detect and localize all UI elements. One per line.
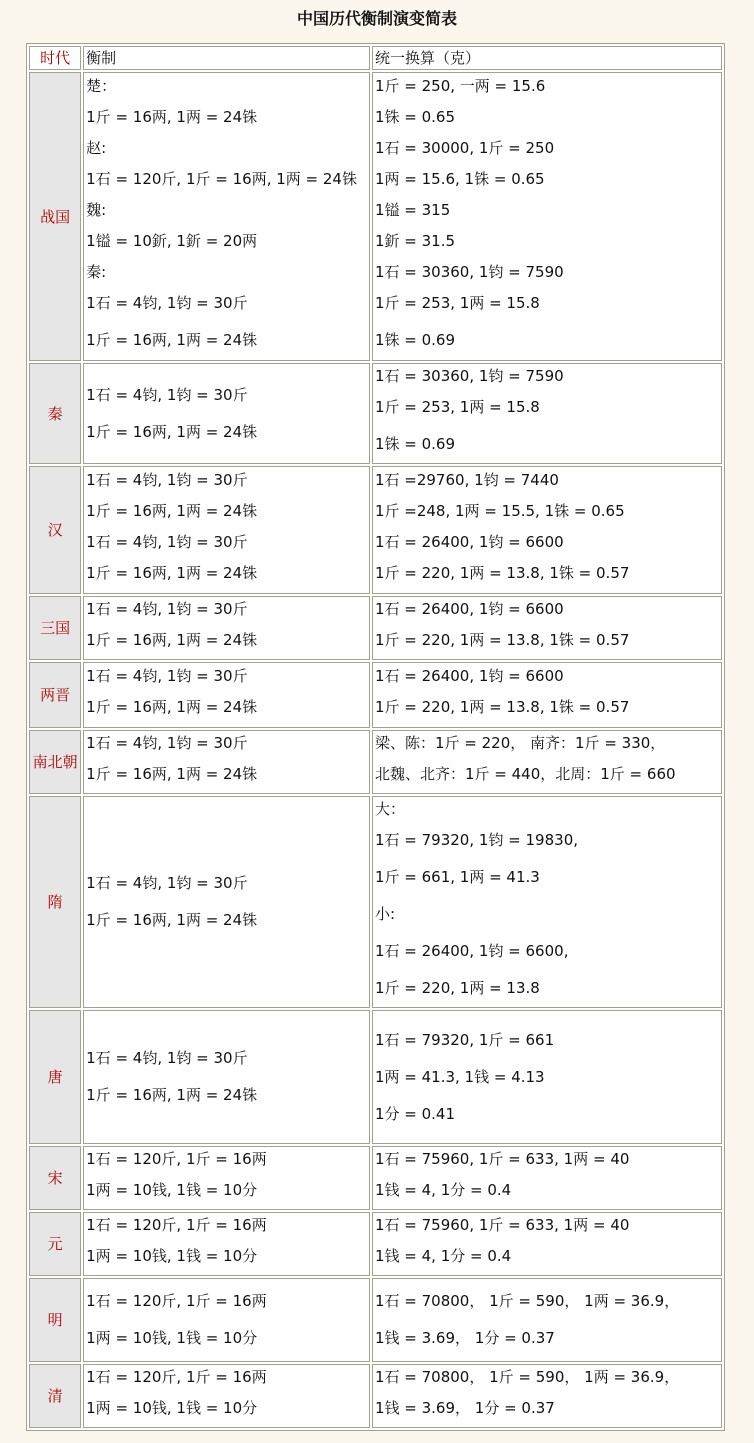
text-line: 1石 = 75960, 1斤 = 633, 1两 = 40 bbox=[374, 1216, 630, 1234]
conversion-cell bbox=[372, 1212, 722, 1276]
text-line: 楚： bbox=[86, 77, 117, 95]
conversion-cell bbox=[372, 596, 722, 660]
era-cell: 战国 bbox=[29, 72, 81, 361]
system-cell bbox=[83, 730, 370, 794]
table-row bbox=[29, 466, 722, 594]
system-cell bbox=[83, 363, 370, 464]
era-cell: 秦 bbox=[29, 363, 81, 464]
text-line: 1石 = 4钧, 1钧 = 30斤 bbox=[86, 600, 248, 618]
text-line: 1石 = 26400, 1钧 = 6600 bbox=[374, 667, 564, 685]
text-line: 1石 = 4钧, 1钧 = 30斤 bbox=[86, 734, 248, 752]
text-line: 梁、陈：1斤 = 220， 南齐：1斤 = 330， bbox=[374, 734, 666, 752]
era-cell: 隋 bbox=[29, 796, 81, 1008]
text-line: 1石 = 120斤, 1斤 = 16两 bbox=[86, 1216, 267, 1234]
era-cell: 宋 bbox=[29, 1146, 81, 1210]
text-line: 1钱 = 4, 1分 = 0.4 bbox=[374, 1181, 512, 1199]
text-line: 1石 = 70800， 1斤 = 590， 1两 = 36.9， bbox=[374, 1368, 680, 1386]
era-cell: 南北朝 bbox=[29, 730, 81, 794]
system-cell bbox=[83, 72, 370, 361]
text-line: 1斤 = 16两, 1两 = 24铢 bbox=[86, 911, 258, 929]
text-line: 1钱 = 4, 1分 = 0.4 bbox=[374, 1247, 512, 1265]
text-line: 1石 = 79320, 1钧 = 19830, bbox=[374, 831, 579, 849]
text-line: 魏: bbox=[86, 201, 107, 219]
system-cell bbox=[83, 1146, 370, 1210]
text-line: 1镒 = 10釿, 1釿 = 20两 bbox=[86, 232, 258, 250]
era-cell: 元 bbox=[29, 1212, 81, 1276]
text-line: 1石 = 4钧, 1钧 = 30斤 bbox=[86, 385, 248, 404]
text-line: 1石 = 30360, 1钧 = 7590 bbox=[374, 263, 564, 281]
text-line: 1斤 = 16两, 1两 = 24铢 bbox=[86, 422, 258, 441]
text-line: 1斤 = 220, 1两 = 13.8 bbox=[374, 979, 540, 997]
weights-table bbox=[26, 43, 725, 1431]
header-conversion: 统一换算（克） bbox=[372, 46, 722, 70]
text-line: 1石 = 26400, 1钧 = 6600 bbox=[374, 600, 564, 618]
text-line: 赵: bbox=[86, 139, 107, 157]
table-row bbox=[29, 72, 722, 361]
system-cell bbox=[83, 596, 370, 660]
text-line: 1石 = 120斤, 1斤 = 16两, 1两 = 24铢 bbox=[86, 170, 357, 188]
text-line: 1两 = 15.6, 1铢 = 0.65 bbox=[374, 170, 545, 188]
table-row bbox=[29, 1364, 722, 1428]
table-row bbox=[29, 1010, 722, 1144]
table-row bbox=[29, 1278, 722, 1362]
text-line: 1斤 = 16两, 1两 = 24铢 bbox=[86, 331, 258, 349]
text-line: 1斤 = 16两, 1两 = 24铢 bbox=[86, 631, 258, 649]
system-cell bbox=[83, 466, 370, 594]
text-line: 1斤 = 661, 1两 = 41.3 bbox=[374, 868, 540, 886]
system-cell bbox=[83, 1278, 370, 1362]
text-line: 1斤 = 253, 1两 = 15.8 bbox=[374, 398, 540, 416]
text-line: 1斤 = 220, 1两 = 13.8, 1铢 = 0.57 bbox=[374, 564, 630, 582]
table-row bbox=[29, 596, 722, 660]
system-cell bbox=[83, 1364, 370, 1428]
text-line: 1石 = 30360, 1钧 = 7590 bbox=[374, 367, 564, 385]
table-row bbox=[29, 796, 722, 1008]
text-line: 北魏、北齐：1斤 = 440，北周：1斤 = 660 bbox=[374, 765, 676, 783]
text-line: 1斤 = 16两, 1两 = 24铢 bbox=[86, 564, 258, 582]
conversion-cell bbox=[372, 466, 722, 594]
text-line: 1铢 = 0.65 bbox=[374, 108, 456, 126]
text-line: 1钱 = 3.69， 1分 = 0.37 bbox=[374, 1329, 555, 1347]
conversion-cell bbox=[372, 796, 722, 1008]
system-cell bbox=[83, 662, 370, 728]
conversion-cell bbox=[372, 730, 722, 794]
era-cell: 明 bbox=[29, 1278, 81, 1362]
text-line: 1石 = 4钧, 1钧 = 30斤 bbox=[86, 533, 248, 551]
page-title: 中国历代衡制演变简表 bbox=[296, 9, 457, 28]
text-line: 1斤 = 16两, 1两 = 24铢 bbox=[86, 698, 258, 716]
conversion-cell bbox=[372, 1010, 722, 1144]
text-line: 1镒 = 315 bbox=[374, 201, 451, 219]
text-line: 1石 = 70800， 1斤 = 590， 1两 = 36.9， bbox=[374, 1292, 680, 1310]
text-line: 1铢 = 0.69 bbox=[374, 435, 456, 453]
era-cell: 两晋 bbox=[29, 662, 81, 728]
text-line: 1两 = 10钱, 1钱 = 10分 bbox=[86, 1181, 258, 1199]
table-row bbox=[29, 1212, 722, 1276]
era-cell: 汉 bbox=[29, 466, 81, 594]
text-line: 1两 = 10钱, 1钱 = 10分 bbox=[86, 1329, 258, 1347]
text-line: 1斤 =248, 1两 = 15.5, 1铢 = 0.65 bbox=[374, 502, 625, 520]
text-line: 1斤 = 16两, 1两 = 24铢 bbox=[86, 1086, 258, 1104]
text-line: 1石 =29760, 1钧 = 7440 bbox=[374, 471, 559, 489]
table-row bbox=[29, 363, 722, 464]
conversion-cell bbox=[372, 1146, 722, 1210]
text-line: 1石 = 4钧, 1钧 = 30斤 bbox=[86, 667, 248, 685]
text-line: 1钱 = 3.69， 1分 = 0.37 bbox=[374, 1399, 555, 1417]
text-line: 小: bbox=[374, 905, 396, 923]
text-line: 大： bbox=[374, 800, 405, 818]
text-line: 1石 = 4钧, 1钧 = 30斤 bbox=[86, 294, 248, 312]
table-row bbox=[29, 730, 722, 794]
text-line: 1分 = 0.41 bbox=[374, 1104, 456, 1123]
text-line: 1石 = 26400, 1钧 = 6600 bbox=[374, 533, 564, 551]
conversion-cell bbox=[372, 1278, 722, 1362]
text-line: 1石 = 120斤, 1斤 = 16两 bbox=[86, 1150, 267, 1168]
table-row bbox=[29, 662, 722, 728]
text-line: 1石 = 30000, 1斤 = 250 bbox=[374, 139, 555, 157]
conversion-cell bbox=[372, 1364, 722, 1428]
text-line: 1石 = 4钧, 1钧 = 30斤 bbox=[86, 874, 248, 892]
text-line: 1釿 = 31.5 bbox=[374, 232, 456, 250]
text-line: 1两 = 41.3, 1钱 = 4.13 bbox=[374, 1067, 545, 1086]
text-line: 1斤 = 220, 1两 = 13.8, 1铢 = 0.57 bbox=[374, 698, 630, 716]
table-header-row bbox=[29, 46, 722, 70]
table-row bbox=[29, 1146, 722, 1210]
text-line: 秦: bbox=[86, 263, 107, 281]
era-cell: 唐 bbox=[29, 1010, 81, 1144]
text-line: 1斤 = 220, 1两 = 13.8, 1铢 = 0.57 bbox=[374, 631, 630, 649]
text-line: 1斤 = 16两, 1两 = 24铢 bbox=[86, 765, 258, 783]
system-cell bbox=[83, 1010, 370, 1144]
text-line: 1两 = 10钱, 1钱 = 10分 bbox=[86, 1399, 258, 1417]
system-cell bbox=[83, 1212, 370, 1276]
text-line: 1斤 = 16两, 1两 = 24铢 bbox=[86, 502, 258, 520]
text-line: 1石 = 120斤, 1斤 = 16两 bbox=[86, 1368, 267, 1386]
era-cell: 三国 bbox=[29, 596, 81, 660]
conversion-cell bbox=[372, 363, 722, 464]
text-line: 1石 = 79320, 1斤 = 661 bbox=[374, 1030, 555, 1049]
header-era: 时代 bbox=[29, 46, 81, 70]
text-line: 1铢 = 0.69 bbox=[374, 331, 456, 349]
text-line: 1石 = 4钧, 1钧 = 30斤 bbox=[86, 1049, 248, 1067]
text-line: 1石 = 4钧, 1钧 = 30斤 bbox=[86, 471, 248, 489]
era-cell: 清 bbox=[29, 1364, 81, 1428]
text-line: 1两 = 10钱, 1钱 = 10分 bbox=[86, 1247, 258, 1265]
text-line: 1石 = 120斤, 1斤 = 16两 bbox=[86, 1292, 267, 1310]
text-line: 1石 = 75960, 1斤 = 633, 1两 = 40 bbox=[374, 1150, 630, 1168]
text-line: 1斤 = 250, 一两 = 15.6 bbox=[374, 77, 546, 95]
system-cell bbox=[83, 796, 370, 1008]
header-system: 衡制 bbox=[83, 46, 370, 70]
conversion-cell bbox=[372, 662, 722, 728]
conversion-cell bbox=[372, 72, 722, 361]
text-line: 1石 = 26400, 1钧 = 6600, bbox=[374, 942, 569, 960]
text-line: 1斤 = 16两, 1两 = 24铢 bbox=[86, 108, 258, 126]
text-line: 1斤 = 253, 1两 = 15.8 bbox=[374, 294, 540, 312]
